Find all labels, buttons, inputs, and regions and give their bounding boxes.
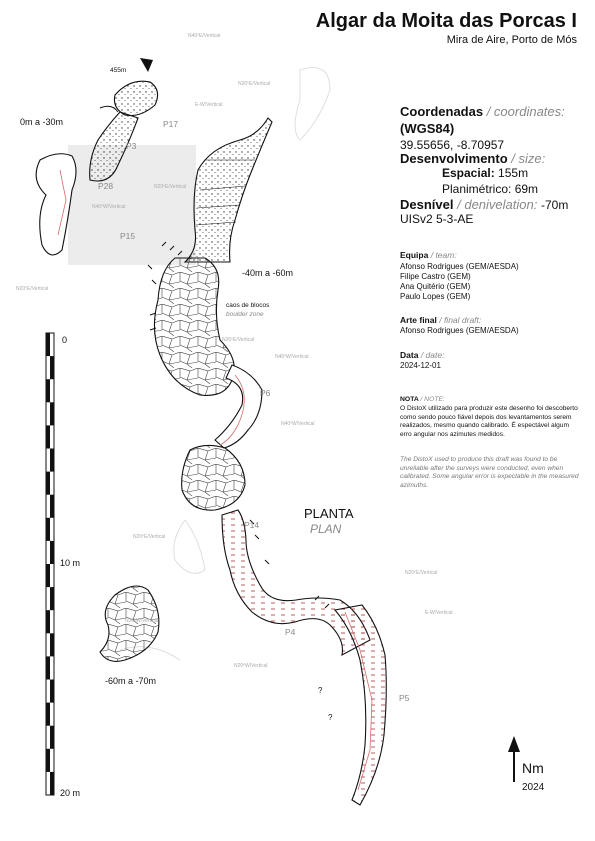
pitch-label: P3 [126, 141, 137, 151]
team-member: Filipe Castro (GEM) [400, 272, 471, 281]
pitch-label: P15 [120, 231, 136, 241]
scale-segment [46, 610, 50, 633]
gallery-p4 [222, 510, 370, 655]
plan-label: PLANTA [304, 506, 354, 521]
entrance-altitude: 455m [110, 67, 127, 74]
scale-segment [46, 656, 50, 679]
pitch-label: P4 [285, 627, 296, 637]
scale-segment [50, 356, 54, 379]
depth-label-middle: -40m a -60m [242, 268, 294, 278]
scale-segment [46, 703, 50, 726]
date-value: 2024-12-01 [400, 361, 441, 370]
vertical-note: N40ºW/Vertical [92, 204, 126, 210]
coords-heading: Coordenadas / coordinates: [400, 104, 565, 119]
scale-segment [50, 587, 54, 610]
vertical-note: N40ºW/Vertical [275, 354, 309, 360]
depth-heading: Desnível / denivelation: -70m [400, 197, 569, 212]
scale-segment [46, 425, 50, 448]
final-value: Afonso Rodrigues (GEM/AESDA) [400, 326, 519, 335]
north-label: Nm [522, 760, 544, 776]
scale-segment [46, 518, 50, 541]
scale-segment [50, 633, 54, 656]
team-member: Afonso Rodrigues (GEM/AESDA) [400, 262, 519, 271]
scale-segment [50, 680, 54, 703]
pitch-label: P28 [98, 181, 114, 191]
north-arrow-icon [508, 736, 520, 782]
team-member: Ana Quitério (GEM) [400, 282, 471, 291]
north-year: 2024 [522, 782, 545, 793]
vertical-note: N20ºE/Vertical [154, 184, 187, 190]
vertical-note: N40ºW/Vertical [281, 421, 315, 427]
development-spatial: Espacial: 155m [442, 166, 529, 180]
vertical-note: N20ºE/Vertical [133, 534, 166, 540]
note-heading: NOTA / NOTE: [400, 396, 445, 403]
note-pt: O DistoX utilizado para produzir este desenho foi descoberto como sendo pouco fiável depois dos levantamentos serem realizados, mesmo quando calibrado. É espectável algum erro angular nos azimutes medidos. [400, 405, 578, 438]
vertical-note: E-W/Vertical [425, 610, 453, 616]
vertical-note: N20ºE/Vertical [405, 570, 438, 576]
coords-value: 39.55656, -8.70957 [400, 138, 505, 152]
pitch-label: P6 [260, 388, 271, 398]
depth-label-upper: 0m a -30m [20, 117, 64, 127]
plan-label-en: PLAN [310, 522, 342, 536]
gallery-upper [185, 118, 272, 262]
scale-label-top: 0 [62, 335, 68, 345]
boulder-label-en: boulder zone [226, 311, 264, 318]
uis-grade: UISv2 5-3-AE [400, 212, 474, 226]
scale-label-bottom: 20 m [60, 788, 81, 798]
coords-datum: (WGS84) [400, 121, 455, 136]
scale-bar [46, 333, 54, 795]
scale-segment [46, 564, 50, 587]
scale-segment [46, 472, 50, 495]
development-heading: Desenvolvimento / size: [400, 151, 546, 166]
vertical-note: N40ºE/Vertical [188, 33, 221, 39]
team-heading: Equipa / team: [400, 250, 457, 260]
pitch-label: P14 [244, 520, 260, 530]
final-heading: Arte final / final draft: [400, 315, 482, 325]
boulder-label: caos de blocos [226, 302, 270, 309]
scale-segment [50, 726, 54, 749]
scale-segment [50, 772, 54, 795]
date-heading: Data / date: [400, 350, 445, 360]
development-planimetric: Planimétrico: 69m [442, 182, 539, 196]
pitch-label: P17 [163, 119, 179, 129]
chamber-p14 [182, 445, 245, 510]
inset-zone [68, 145, 196, 265]
scale-segment [50, 449, 54, 472]
entrance-p3 [100, 106, 118, 112]
unknown-marker: ? [318, 686, 323, 695]
unknown-marker: ? [328, 713, 333, 722]
vertical-note: N20ºE/Vertical [16, 286, 49, 292]
vertical-note: N20ºW/Vertical [234, 663, 268, 669]
page-subtitle: Mira de Aire, Porto de Mós [446, 34, 577, 46]
scale-segment [46, 749, 50, 772]
note-en: The DistoX used to produce this draft was found to be unreliable after the surveys were conducted, even when calibrated. Some angular error is expectable in the measured azimuths. [400, 456, 579, 489]
vertical-note: N20ºE/Vertical [222, 337, 255, 343]
scale-segment [50, 495, 54, 518]
team-list [400, 262, 519, 302]
scale-segment [50, 541, 54, 564]
scale-segment [46, 333, 50, 356]
vertical-note: E-W/Vertical [195, 102, 223, 108]
scale-segment [46, 379, 50, 402]
vertical-note: N20ºE/Vertical [238, 81, 271, 87]
entrance-arrow-icon [140, 58, 153, 72]
boulder-zone [154, 258, 234, 395]
page-title: Algar da Moita das Porcas I [315, 10, 577, 32]
pitch-label: P5 [399, 693, 410, 703]
scale-segment [50, 402, 54, 425]
team-member: Paulo Lopes (GEM) [400, 292, 471, 301]
vertical-note: N20ºW/Vertical [125, 618, 159, 624]
depth-label-lower: -60m a -70m [105, 676, 157, 686]
scale-label-mid: 10 m [60, 558, 81, 568]
